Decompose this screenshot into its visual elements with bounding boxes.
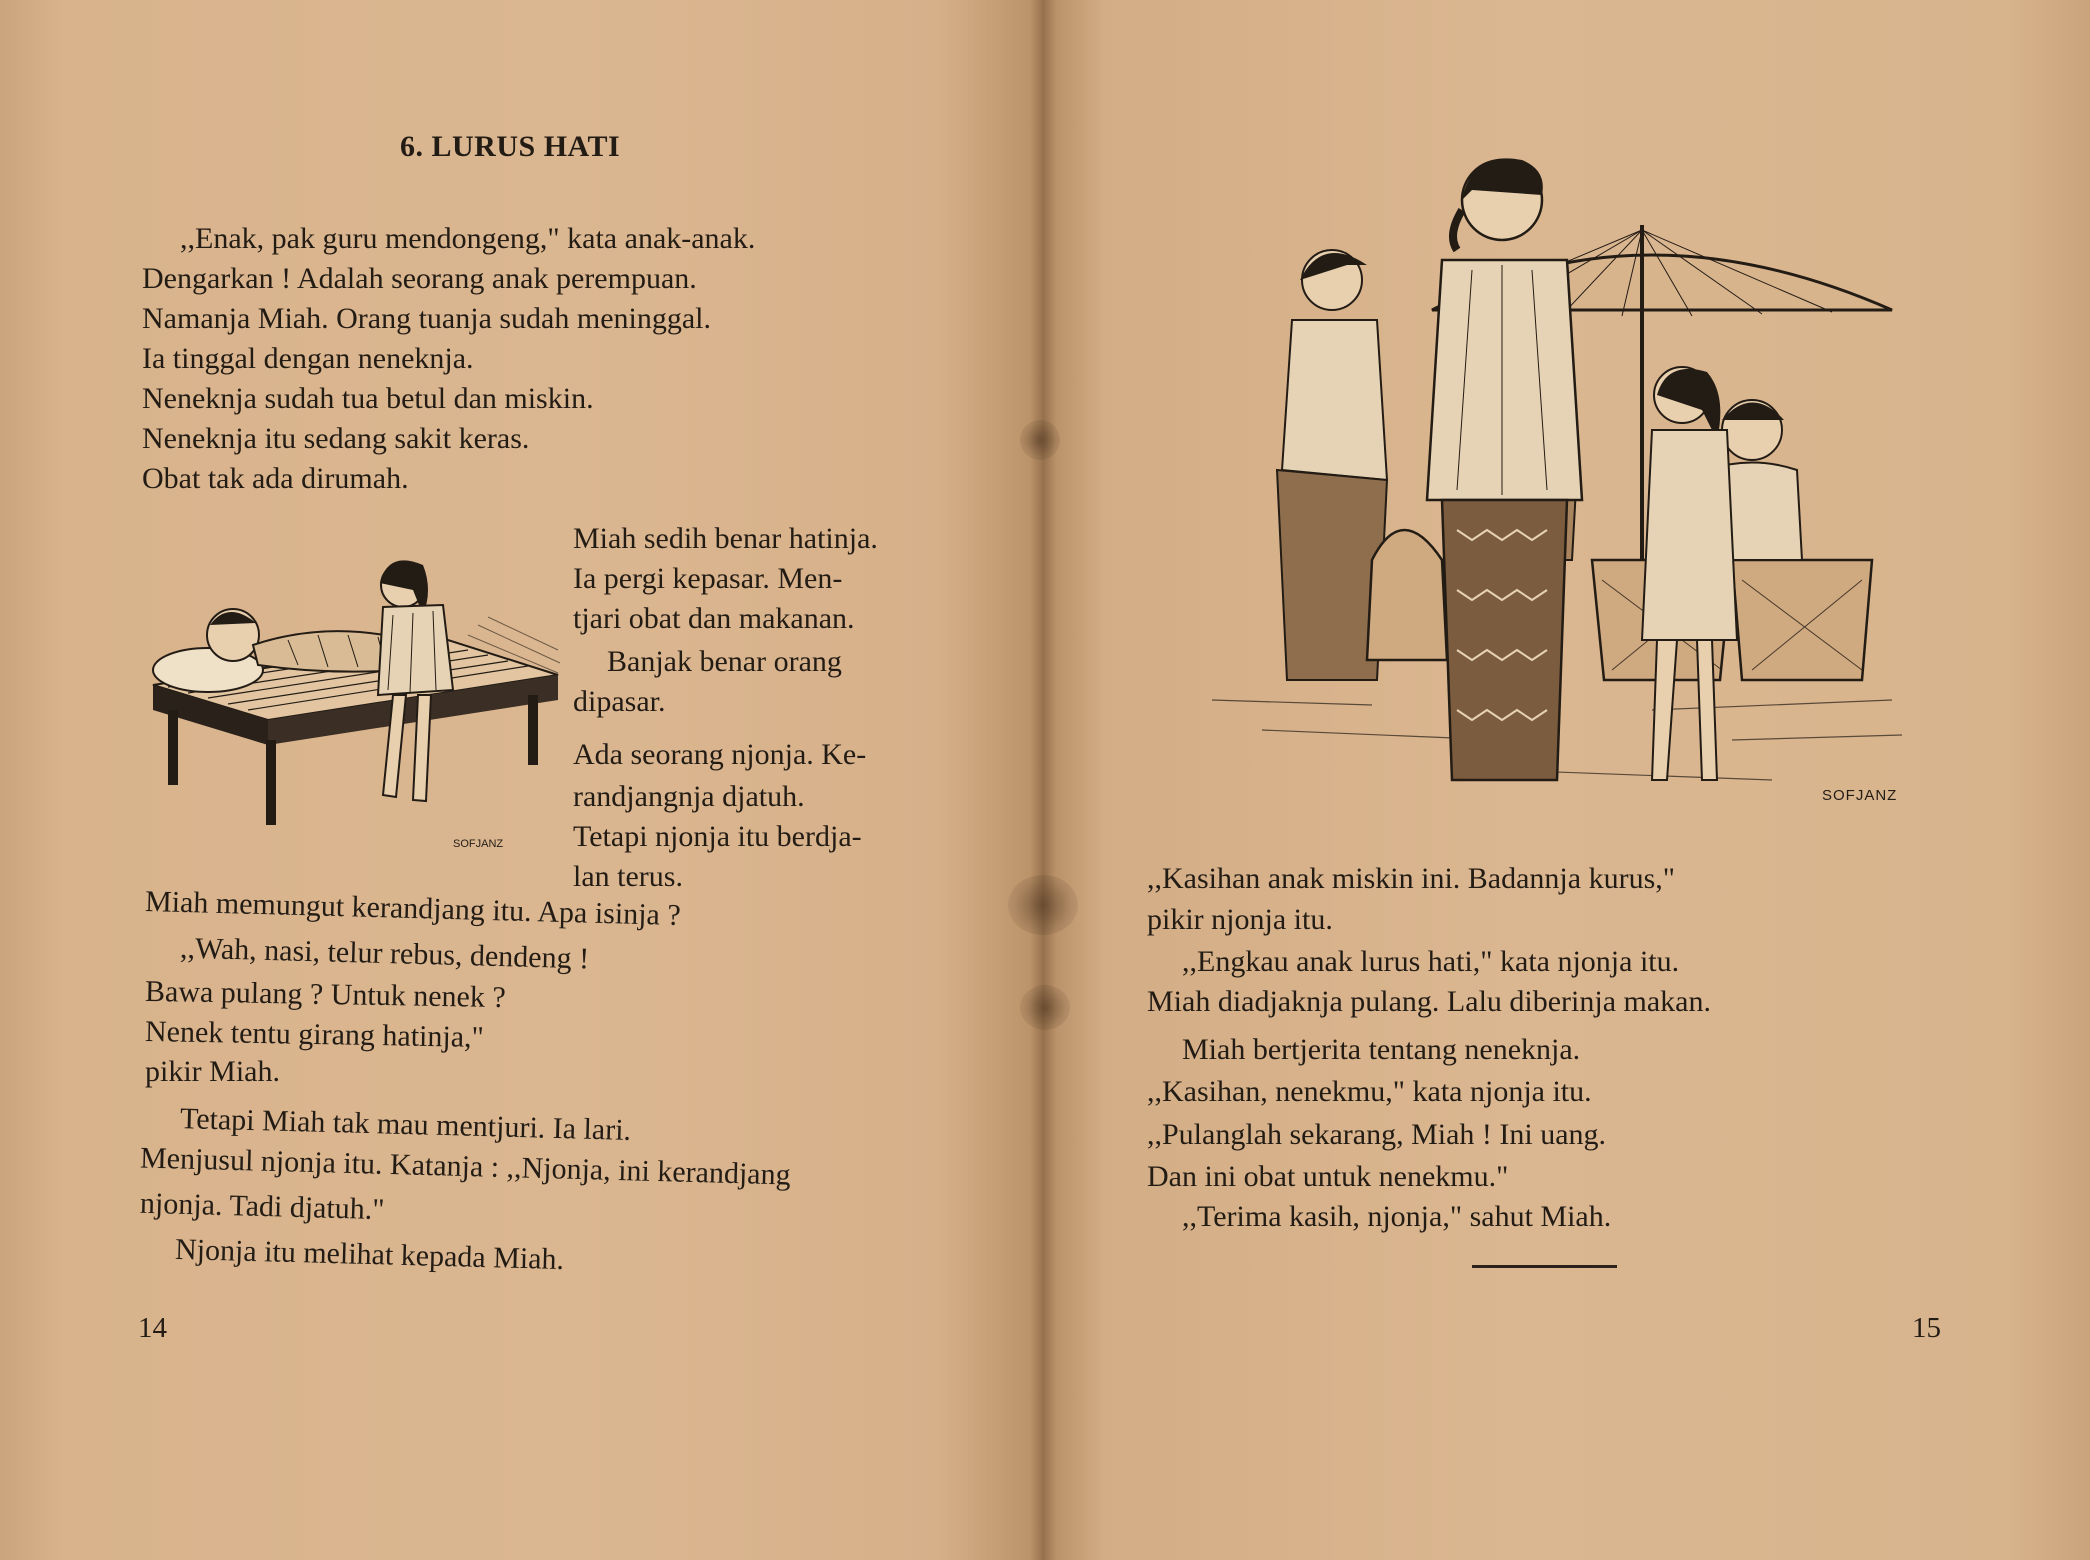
text-line: Miah sedih benar hatinja. (573, 522, 878, 555)
book-spine (1030, 0, 1056, 1560)
text-line: ,,Wah, nasi, telur rebus, dendeng ! (179, 931, 590, 976)
end-divider (1472, 1265, 1617, 1268)
text-line: ,,Pulanglah sekarang, Miah ! Ini uang. (1147, 1118, 1607, 1151)
paper-stain (1008, 875, 1078, 935)
text-line: Nenek tentu girang hatinja," (144, 1015, 485, 1054)
page-number: 14 (138, 1312, 167, 1344)
market-illustration (1172, 140, 1932, 820)
sick-grandmother-illustration (148, 545, 563, 850)
text-line: lan terus. (573, 860, 683, 893)
left-page (0, 0, 1042, 1560)
text-line: ,,Kasihan, nenekmu," kata njonja itu. (1147, 1075, 1592, 1108)
text-line: Neneknja itu sedang sakit keras. (142, 422, 530, 455)
paper-stain (1020, 985, 1070, 1030)
text-line: ,,Terima kasih, njonja," sahut Miah. (1182, 1200, 1612, 1233)
text-line: ,,Enak, pak guru mendongeng," kata anak-anak. (180, 222, 756, 255)
paper-stain (1020, 420, 1060, 460)
text-line: Njonja itu melihat kepada Miah. (174, 1232, 565, 1277)
chapter-title: 6. LURUS HATI (400, 130, 621, 163)
text-line: ,,Engkau anak lurus hati," kata njonja itu. (1182, 945, 1680, 978)
text-line: Bawa pulang ? Untuk nenek ? (144, 974, 506, 1015)
text-line: tjari obat dan makanan. (573, 602, 855, 635)
text-line: Dengarkan ! Adalah seorang anak perempuan. (142, 262, 697, 295)
text-line: Miah memungut kerandjang itu. Apa isinja ? (144, 884, 682, 933)
text-line: Banjak benar orang (607, 645, 842, 678)
text-line: Ia tinggal dengan neneknja. (142, 342, 474, 375)
text-line: Miah diadjaknja pulang. Lalu diberinja makan. (1147, 985, 1711, 1018)
text-line: pikir njonja itu. (1147, 903, 1333, 936)
text-line: dipasar. (573, 685, 666, 718)
illustration-signature: SOFJANZ (1822, 787, 1898, 804)
text-line: Ia pergi kepasar. Men- (573, 562, 843, 595)
text-line: randjangnja djatuh. (573, 780, 805, 813)
text-line: ,,Kasihan anak miskin ini. Badannja kurus," (1147, 862, 1675, 895)
text-line: njonja. Tadi djatuh." (139, 1186, 385, 1227)
illustration-signature: SOFJANZ (453, 838, 504, 850)
text-line: Tetapi Miah tak mau mentjuri. Ia lari. (179, 1102, 632, 1147)
text-line: pikir Miah. (145, 1055, 280, 1088)
text-line: Dan ini obat untuk nenekmu." (1147, 1160, 1509, 1193)
text-line: Namanja Miah. Orang tuanja sudah meninggal. (142, 302, 712, 335)
text-line: Miah bertjerita tentang neneknja. (1182, 1033, 1581, 1066)
right-page (1042, 0, 2090, 1560)
page-number: 15 (1912, 1312, 1941, 1344)
text-line: Menjusul njonja itu. Katanja : ,,Njonja, ini kerandjang (139, 1141, 792, 1192)
text-line: Neneknja sudah tua betul dan miskin. (142, 382, 594, 415)
text-line: Obat tak ada dirumah. (142, 462, 409, 495)
text-line: Ada seorang njonja. Ke- (573, 738, 867, 771)
text-line: Tetapi njonja itu berdja- (573, 820, 862, 853)
